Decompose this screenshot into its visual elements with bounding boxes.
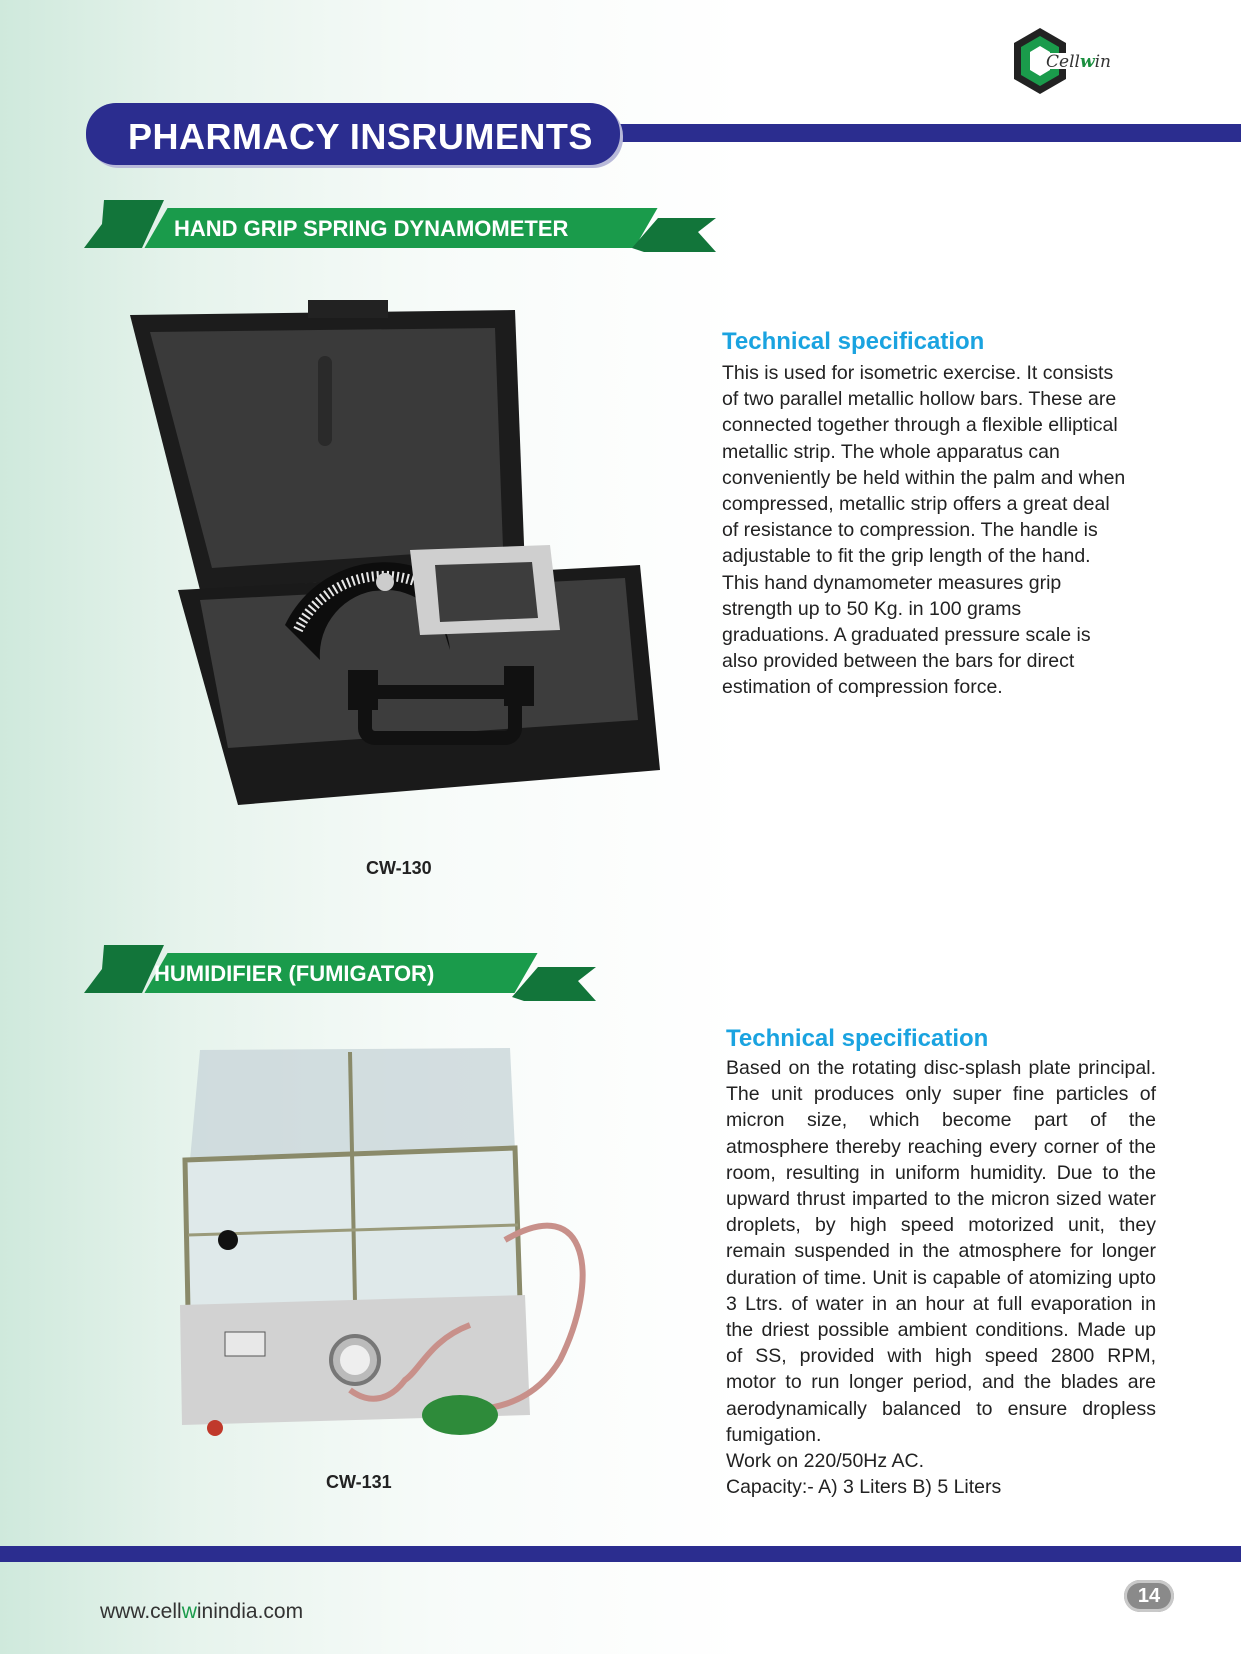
spec-capacity: Capacity:- A) 3 Liters B) 5 Liters — [726, 1476, 1002, 1499]
page-title: PHARMACY INSRUMENTS — [128, 116, 593, 157]
model-number: CW-131 — [326, 1472, 392, 1492]
header-bar — [600, 124, 1241, 142]
spec-line: strength up to 50 Kg. in 100 grams — [722, 597, 1022, 620]
spec-heading: Technical specification — [726, 1025, 989, 1052]
footer-bar — [0, 1546, 1241, 1562]
spec-line: also provided between the bars for direct — [722, 650, 1075, 673]
ribbon-right-flag — [632, 218, 716, 268]
spec-heading: Technical specification — [722, 328, 985, 355]
spec-line: graduations. A graduated pressure scale is — [722, 624, 1091, 647]
spec-line: of resistance to compression. The handle is — [722, 519, 1098, 542]
spec-line: This hand dynamometer measures grip — [722, 571, 1062, 594]
spec-line: of two parallel metallic hollow bars. These are — [722, 388, 1117, 411]
spec-line: connected together through a flexible elliptical — [722, 414, 1118, 437]
section-ribbon-dynamometer — [84, 200, 714, 248]
cellwin-logo — [1010, 26, 1145, 96]
spec-line: This is used for isometric exercise. It consists — [722, 362, 1114, 384]
page-number-badge: 14 — [1124, 1580, 1174, 1612]
spec-body — [722, 360, 1162, 701]
spec-power: Work on 220/50Hz AC. — [726, 1450, 924, 1473]
website-link[interactable]: www.cellwinindia.com — [100, 1600, 304, 1623]
spec-paragraph: Based on the rotating disc-splash plate principal. The unit produces only super fine particles of micron size, which become part of the atmosphere thereby reaching every corner of the room, resulting in uniform humidity. Due to the upward thrust imparted to the micron sized water droplets, by high speed motorized unit, they remain suspended in the atmosphere for longer duration of time. Unit is capable of atomizing upto 3 Ltrs. of water in an hour at full evaporation in the driest possible ambient conditions. Made up of SS, provided with high speed 2800 RPM, motor to run longer period, and the blades are aerodynamically balanced to ensure dropless fumigation. — [726, 1057, 1156, 1446]
humidifier-product-image — [170, 1040, 610, 1460]
ribbon-right-flag — [512, 967, 596, 1017]
section-ribbon-humidifier — [84, 945, 584, 993]
logo-text: Cellwin — [1046, 52, 1111, 72]
spec-line: adjustable to fit the grip length of the hand. — [722, 545, 1091, 568]
spec-line: conveniently be held within the palm and when — [722, 466, 1126, 489]
section-title: HAND GRIP SPRING DYNAMOMETER — [174, 216, 569, 241]
section-title: HUMIDIFIER (FUMIGATOR) — [154, 961, 435, 986]
spec-line: estimation of compression force. — [722, 676, 1003, 699]
spec-line: metallic strip. The whole apparatus can — [722, 440, 1060, 463]
dynamometer-product-image — [120, 300, 680, 830]
spec-body — [726, 1055, 1156, 1500]
model-number: CW-130 — [366, 858, 432, 878]
spec-line: compressed, metallic strip offers a great deal — [722, 493, 1110, 516]
